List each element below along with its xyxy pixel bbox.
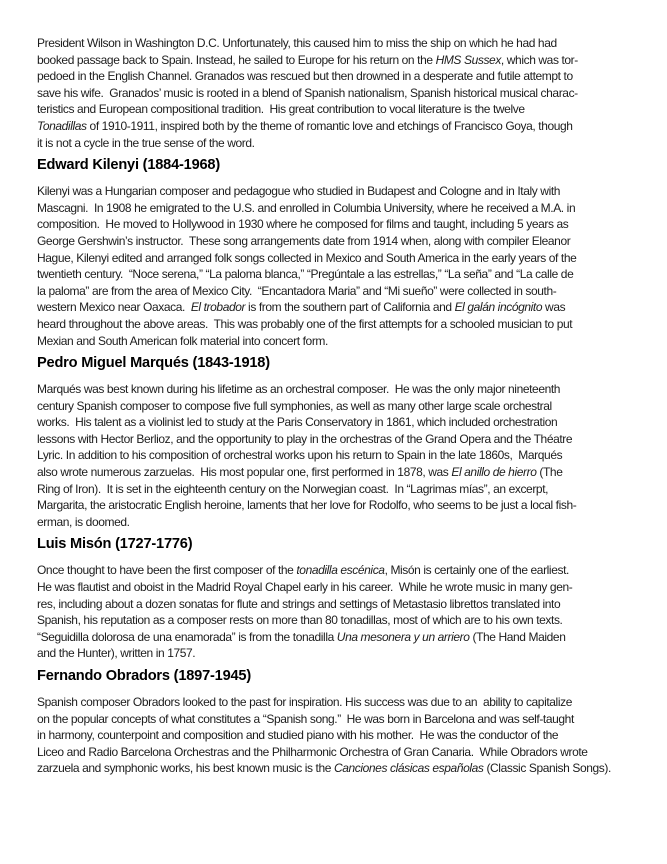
text-run: res, including about a dozen sonatas for flute and strings and settings of Metastasio librettos translated into: [37, 596, 561, 611]
text-line: [37, 299, 632, 316]
text-line: [37, 381, 632, 398]
text-line: [37, 283, 632, 300]
paragraph: [37, 694, 632, 777]
text-run: , Misón is certainly one of the earliest.: [384, 563, 569, 578]
text-line: [37, 447, 632, 464]
text-line: [37, 414, 632, 431]
paragraph: [37, 183, 632, 349]
text-run: and the Hunter), written in 1757.: [37, 646, 196, 661]
text-line: [37, 727, 632, 744]
text-run: is from the southern part of California and: [245, 300, 455, 315]
paragraph: [37, 381, 632, 530]
section-intro: [37, 35, 632, 151]
text-run: century Spanish composer to compose five full symphonies, as well as many other large scale orchestral: [37, 398, 552, 413]
text-line: [37, 464, 632, 481]
text-line: [37, 562, 632, 579]
text-line: [37, 596, 632, 613]
text-run: He was flautist and oboist in the Madrid Royal Chapel early in his career. While he wrote music in many gen-: [37, 580, 573, 595]
text-line: [37, 694, 632, 711]
text-line: [37, 52, 632, 69]
section-heading: Luis Misón (1727-1776): [37, 536, 193, 553]
text-line: [37, 497, 632, 514]
section-heading: Pedro Miguel Marqués (1843-1918): [37, 355, 270, 372]
text-line: [37, 481, 632, 498]
text-run: Once thought to have been the first composer of the: [37, 563, 297, 578]
text-run: Spanish, his reputation as a composer rests on more than 80 tonadillas, most of which are to his own texts.: [37, 613, 563, 628]
text-run: Liceo and Radio Barcelona Orchestras and the Philharmonic Orchestra of Gran Canaria. While Obradors wrote: [37, 744, 588, 759]
section-heading: Edward Kilenyi (1884-1968): [37, 157, 220, 174]
text-line: [37, 135, 632, 152]
text-line: [37, 629, 632, 646]
text-run: President Wilson in Washington D.C. Unfortunately, this caused him to miss the ship on which he had had: [37, 36, 557, 50]
text-line: [37, 85, 632, 102]
text-line: [37, 216, 632, 233]
text-line: [37, 316, 632, 333]
text-line: [37, 183, 632, 200]
italic-text-run: Canciones clásicas españolas: [333, 761, 484, 776]
text-run: on the popular concepts of what constitutes a “Spanish song.” He was born in Barcelona and was self-taught: [37, 711, 574, 726]
text-line: [37, 514, 632, 531]
text-line: [37, 760, 632, 777]
text-line: [37, 612, 632, 629]
text-line: [37, 744, 632, 761]
text-run: save his wife. Granados’ music is rooted in a blend of Spanish nationalism, Spanish historical musical charac-: [37, 85, 578, 100]
text-run: it is not a cycle in the true sense of the word.: [37, 135, 255, 150]
text-run: , which was tor-: [500, 52, 578, 67]
text-line: [37, 118, 632, 135]
italic-text-run: Tonadillas: [37, 118, 87, 133]
text-line: [37, 645, 632, 662]
text-line: [37, 200, 632, 217]
italic-text-run: tonadilla escénica: [296, 563, 385, 578]
italic-text-run: Una mesonera y un arriero: [336, 629, 470, 644]
text-run: booked passage back to Spain. Instead, he sailed to Europe for his return on the: [37, 52, 436, 67]
text-run: western Mexico near Oaxaca.: [37, 300, 191, 315]
italic-text-run: HMS Sussex: [435, 52, 501, 67]
paragraph: [37, 562, 632, 662]
text-run: pedoed in the English Channel. Granados was rescued but then drowned in a desperate and futile attempt to: [37, 69, 573, 84]
text-run: Mascagni. In 1908 he emigrated to the U.S. and enrolled in Columbia University, where he received a M.A. in: [37, 200, 576, 215]
italic-text-run: El galán incógnito: [454, 300, 543, 315]
text-run: Ring of Iron). It is set in the eighteenth century on the Norwegian coast. In “Lagrimas mías”, an excerpt,: [37, 481, 549, 496]
section-luis-mis-n: [37, 535, 632, 662]
text-run: was: [542, 300, 566, 315]
text-line: [37, 711, 632, 728]
italic-text-run: El anillo de hierro: [451, 465, 537, 480]
text-run: twentieth century. “Noce serena,” “La paloma blanca,” “Pregúntale a las estrellas,” “La seña” and “La calle de: [37, 267, 574, 282]
text-run: in harmony, counterpoint and composition and studied piano with his mother. He was the conductor of the: [37, 728, 559, 743]
section-fernando-obradors: [37, 667, 632, 777]
section-edward-kilenyi: [37, 156, 632, 349]
text-run: Kilenyi was a Hungarian composer and pedagogue who studied in Budapest and Cologne and in Italy with: [37, 184, 561, 199]
section-heading: Fernando Obradors (1897-1945): [37, 668, 251, 684]
italic-text-run: El trobador: [190, 300, 246, 315]
section-pedro-miguel-marqu-s: [37, 354, 632, 530]
text-run: lessons with Hector Berlioz, and the opportunity to play in the orchestras of the Grand Opera and the Théatre: [37, 431, 573, 446]
text-run: Spanish composer Obradors looked to the past for inspiration. His success was due to an ability to capitalize: [37, 695, 572, 709]
text-run: works. His talent as a violinist led to study at the Paris Conservatory in 1861, which included orchestration: [37, 415, 558, 430]
text-line: [37, 579, 632, 596]
text-run: George Gershwin’s instructor. These song arrangements date from 1914 when, along with compiler Eleanor: [37, 233, 571, 248]
text-line: [37, 35, 632, 52]
text-line: [37, 431, 632, 448]
text-line: [37, 233, 632, 250]
text-run: zarzuela and symphonic works, his best known music is the: [37, 761, 334, 776]
text-line: [37, 250, 632, 267]
text-line: [37, 398, 632, 415]
text-run: teristics and European compositional tradition. His great contribution to vocal literature is the twelve: [37, 102, 525, 117]
text-line: [37, 101, 632, 118]
text-run: erman, is doomed.: [37, 514, 130, 529]
text-run: of 1910-1911, inspired both by the theme of romantic love and etchings of Francisco Goya, though: [86, 118, 573, 133]
text-run: Margarita, the aristocratic English heroine, laments that her love for Rodolfo, who seems to be just a local fish-: [37, 498, 577, 513]
text-line: [37, 266, 632, 283]
text-run: (The: [536, 465, 563, 480]
text-run: (Classic Spanish Songs).: [483, 761, 611, 776]
text-line: [37, 68, 632, 85]
text-run: Marqués was best known during his lifetime as an orchestral composer. He was the only major nineteenth: [37, 382, 561, 397]
text-run: also wrote numerous zarzuelas. His most popular one, first performed in 1878, was: [37, 465, 452, 480]
document-content: [37, 35, 632, 777]
text-run: (The Hand Maiden: [469, 629, 566, 644]
text-run: “Seguidilla dolorosa de una enamorada” is from the tonadilla: [37, 629, 337, 644]
text-run: la paloma” are from the area of Mexico City. “Encantadora Maria” and “Mi sueño” were collected in south-: [37, 283, 557, 298]
paragraph: [37, 35, 632, 151]
text-line: [37, 333, 632, 350]
text-run: heard throughout the above areas. This was probably one of the first attempts for a schooled musician to put: [37, 316, 573, 331]
text-run: Hague, Kilenyi edited and arranged folk songs collected in Mexico and South America in the early years of the: [37, 250, 577, 265]
text-run: composition. He moved to Hollywood in 1930 where he composed for films and taught, including 5 years as: [37, 217, 569, 232]
text-run: Mexian and South American folk material into concert form.: [37, 333, 328, 348]
text-run: Lyric. In addition to his composition of orchestral works upon his return to Spain in the late 1860s, Marqués: [37, 448, 563, 463]
